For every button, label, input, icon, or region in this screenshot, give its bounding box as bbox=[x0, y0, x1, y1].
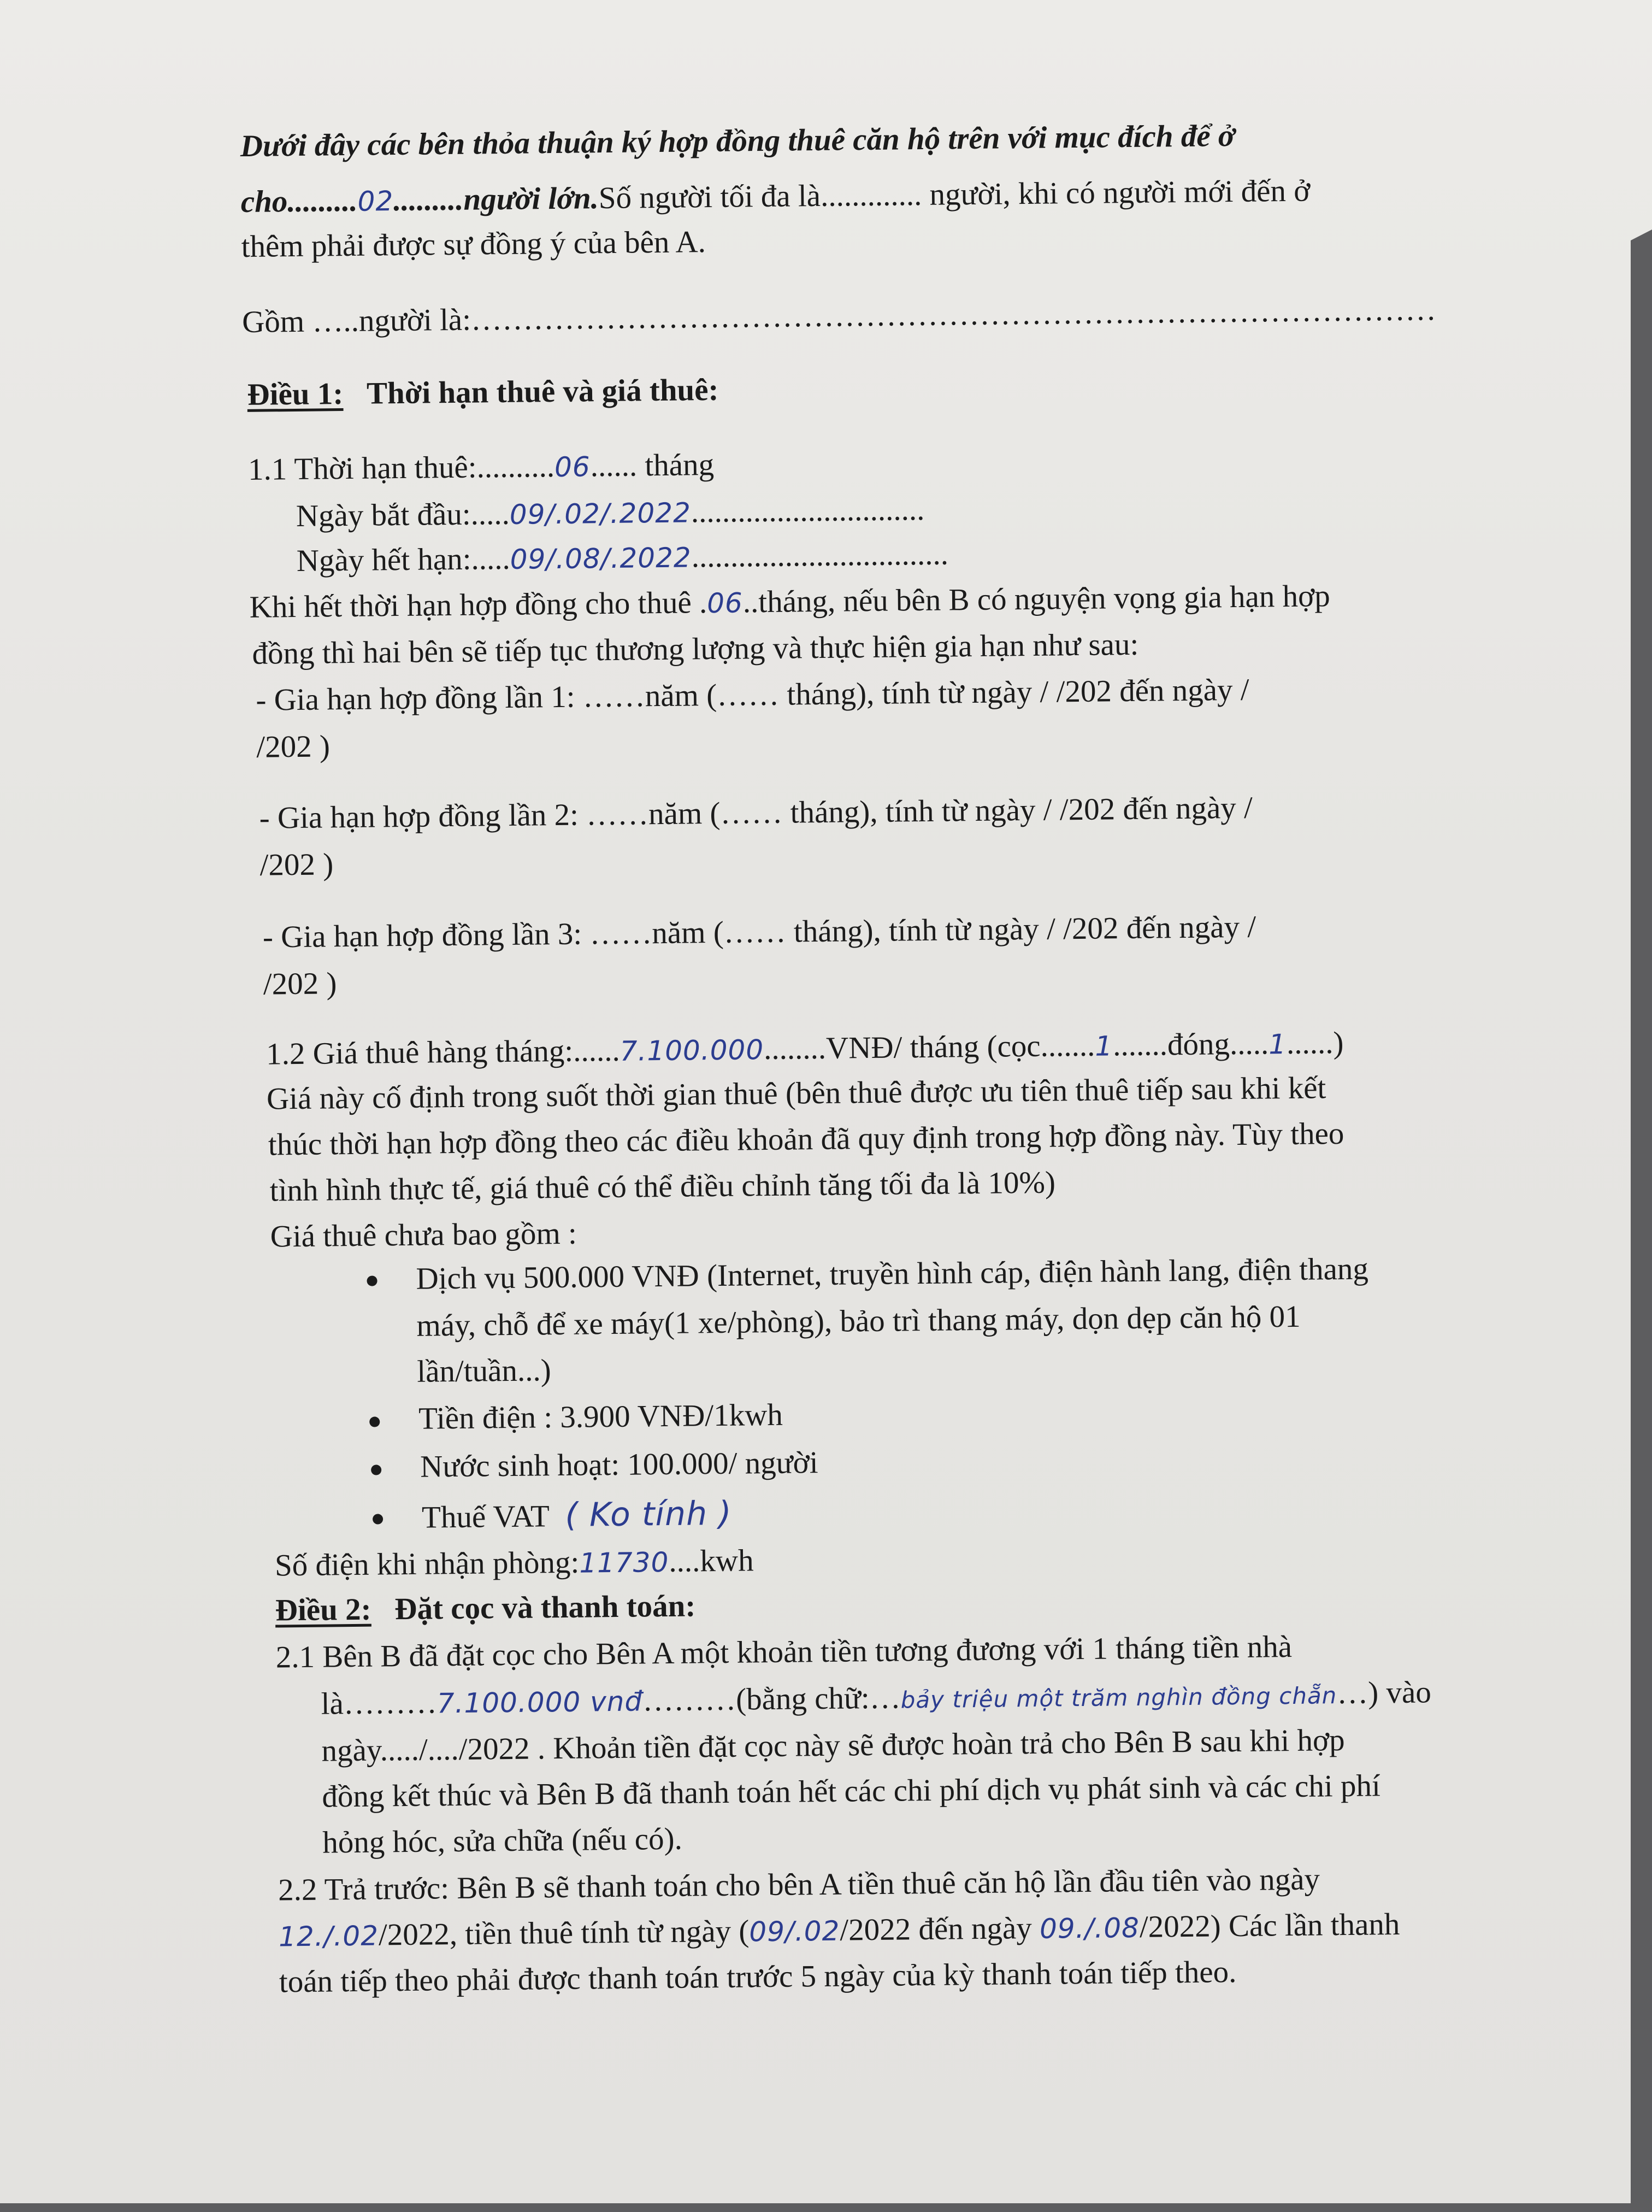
renew-line-1 bbox=[249, 580, 1330, 623]
deposit-line-2 bbox=[321, 1676, 1431, 1719]
renew-line-2: đồng thì hai bên sẽ tiếp tục thương lượng và thực hiện gia hạn như sau: bbox=[252, 627, 1139, 671]
vat-label: Thuế VAT bbox=[421, 1499, 550, 1535]
handwritten-start-date: 09/.02/.2022 bbox=[509, 497, 692, 531]
term-line bbox=[248, 449, 715, 485]
extension-2-tail: /202 ) bbox=[259, 847, 334, 883]
intro-cho: cho......... bbox=[240, 183, 358, 219]
handwritten-prepay-from: 09/.02 bbox=[749, 1915, 840, 1948]
term-label: 1.1 Thời hạn thuê:.......... bbox=[247, 449, 555, 487]
start-date-line bbox=[296, 494, 925, 532]
term-unit: ...... tháng bbox=[590, 447, 715, 484]
vat-line bbox=[421, 1494, 732, 1535]
dieu1-heading bbox=[247, 374, 718, 410]
service-line-1: Dịch vụ 500.000 VNĐ (Internet, truyền hình cáp, điện hành lang, điện thang bbox=[416, 1251, 1369, 1296]
meter-unit: ....kwh bbox=[669, 1543, 754, 1579]
intro-nguoi-lon: .........người lớn. bbox=[393, 181, 599, 218]
meter-label: Số điện khi nhận phòng: bbox=[274, 1545, 580, 1583]
bullet-vat bbox=[373, 1514, 383, 1524]
deposit-line-4: đồng kết thúc và Bên B đã thanh toán hết các chi phí dịch vụ phát sinh và các chi phí bbox=[322, 1768, 1381, 1814]
deposit-la: là……… bbox=[321, 1685, 438, 1721]
handwritten-prepay-to: 09./.08 bbox=[1039, 1911, 1140, 1945]
deposit-text-1: 2.1 Bên B đã đặt cọc cho Bên A một khoản tiền tương đương với 1 tháng tiền nhà bbox=[275, 1629, 1293, 1675]
bullet-electric bbox=[369, 1416, 380, 1427]
extension-3: - Gia hạn hợp đồng lần 3: ……năm (…… tháng), tính từ ngày / /202 đến ngày / bbox=[262, 909, 1256, 955]
price-close: ......) bbox=[1286, 1025, 1344, 1061]
price-line bbox=[266, 1027, 1344, 1070]
handwritten-deposit-months: 1 bbox=[1095, 1030, 1113, 1062]
bullet-service bbox=[367, 1275, 377, 1286]
price-unit: ........VNĐ/ tháng (cọc....... bbox=[763, 1028, 1095, 1067]
extension-1: - Gia hạn hợp đồng lần 1: ……năm (…… tháng), tính từ ngày / /202 đến ngày / bbox=[256, 672, 1249, 717]
end-label: Ngày hết hạn:..... bbox=[296, 541, 511, 578]
handwritten-pay-months: 1 bbox=[1268, 1028, 1287, 1061]
renew-text-a: Khi hết thời hạn hợp đồng cho thuê . bbox=[249, 585, 707, 625]
dieu1-label: Điều 1: bbox=[247, 376, 344, 412]
intro-line-3: thêm phải được sự đồng ý của bên A. bbox=[241, 225, 706, 264]
intro-line-1: Dưới đây các bên thỏa thuận ký hợp đồng thuê căn hộ trên với mục đích để ở bbox=[240, 118, 1235, 164]
intro-line-2 bbox=[241, 175, 1311, 217]
exclusions-label: Giá thuê chưa bao gồm : bbox=[270, 1216, 577, 1254]
prepay-line-3: toán tiếp theo phải được thanh toán trước 5 ngày của kỳ thanh toán tiếp theo. bbox=[279, 1955, 1237, 1999]
dieu2-title: Đặt cọc và thanh toán: bbox=[394, 1589, 696, 1627]
intro-max: Số người tối đa là............. người, khi có người mới đến ở bbox=[598, 173, 1311, 216]
bullet-water bbox=[371, 1464, 381, 1475]
service-line-3: lần/tuần...) bbox=[416, 1353, 551, 1389]
intro-line-4: Gồm …..người là:………………………………………………………………………………… bbox=[241, 292, 1437, 339]
extension-3-tail: /202 ) bbox=[263, 966, 337, 1002]
handwritten-adults: 02 bbox=[357, 185, 394, 217]
start-label: Ngày bắt đầu:..... bbox=[296, 496, 510, 533]
renew-text-b: ..tháng, nếu bên B có nguyện vọng gia hạn hợp bbox=[742, 579, 1330, 620]
service-line-2: máy, chỗ để xe máy(1 xe/phòng), bảo trì thang máy, dọn dẹp căn hộ 01 bbox=[416, 1299, 1301, 1343]
extension-2: - Gia hạn hợp đồng lần 2: ……năm (…… tháng), tính từ ngày / /202 đến ngày / bbox=[259, 790, 1253, 836]
deposit-vao: …) vào bbox=[1336, 1675, 1432, 1711]
dieu2-label: Điều 2: bbox=[275, 1592, 371, 1628]
prepay-text-b: /2022 đến ngày bbox=[839, 1910, 1040, 1948]
handwritten-term: 06 bbox=[554, 451, 591, 484]
fixed-price-line-3: tình hình thực tế, giá thuê có thể điều chỉnh tăng tối đa là 10%) bbox=[269, 1165, 1056, 1208]
prepay-line-1: 2.2 Trả trước: Bên B sẽ thanh toán cho bên A tiền thuê căn hộ lần đầu tiên vào ngày bbox=[278, 1862, 1320, 1908]
extension-1-tail: /202 ) bbox=[256, 729, 331, 764]
price-label: 1.2 Giá thuê hàng tháng:...... bbox=[266, 1033, 620, 1072]
water-line: Nước sinh hoạt: 100.000/ người bbox=[420, 1445, 818, 1484]
handwritten-vat: ( Ko tính ) bbox=[565, 1494, 732, 1534]
prepay-line-2 bbox=[279, 1909, 1400, 1951]
fixed-price-line-2: thúc thời hạn hợp đồng theo các điều khoản đã quy định trong hợp đồng này. Tùy theo bbox=[268, 1116, 1344, 1162]
end-date-line bbox=[296, 538, 948, 576]
prepay-text-a: /2022, tiền thuê tính từ ngày ( bbox=[378, 1914, 750, 1952]
handwritten-price: 7.100.000 bbox=[620, 1034, 764, 1067]
dieu1-title: Thời hạn thuê và giá thuê: bbox=[366, 372, 719, 411]
deposit-words-label: ………(bằng chữ:… bbox=[642, 1680, 901, 1718]
handwritten-end-date: 09/.08/.2022 bbox=[510, 542, 692, 575]
end-dots: ................................. bbox=[691, 537, 949, 574]
handwritten-deposit-words: bảy triệu một trăm nghìn đồng chẵn bbox=[900, 1682, 1337, 1714]
handwritten-prepay-date: 12./.02 bbox=[278, 1920, 379, 1953]
dieu2-heading bbox=[275, 1590, 696, 1626]
handwritten-renew-months: 06 bbox=[706, 587, 744, 620]
fixed-text-1: Giá này cố định trong suốt thời gian thuê (bên thuê được ưu tiên thuê tiếp sau khi kết bbox=[266, 1070, 1326, 1116]
deposit-line-5: hỏng hóc, sửa chữa (nếu có). bbox=[322, 1821, 683, 1860]
meter-line bbox=[275, 1545, 754, 1581]
fixed-price-line-1 bbox=[267, 1070, 1515, 1115]
price-pay-label: .......đóng..... bbox=[1112, 1026, 1269, 1063]
prepay-text-c: /2022) Các lần thanh bbox=[1139, 1907, 1400, 1944]
deposit-line-1 bbox=[275, 1628, 1526, 1673]
electric-line: Tiền điện : 3.900 VNĐ/1kwh bbox=[418, 1397, 783, 1436]
deposit-line-3: ngày...../..../2022 . Khoản tiền đặt cọc này sẽ được hoàn trả cho Bên B sau khi hợp bbox=[321, 1722, 1345, 1768]
handwritten-deposit-amount: 7.100.000 vnđ bbox=[436, 1685, 643, 1720]
start-dots: .............................. bbox=[691, 492, 925, 530]
handwritten-meter: 11730 bbox=[579, 1546, 669, 1579]
